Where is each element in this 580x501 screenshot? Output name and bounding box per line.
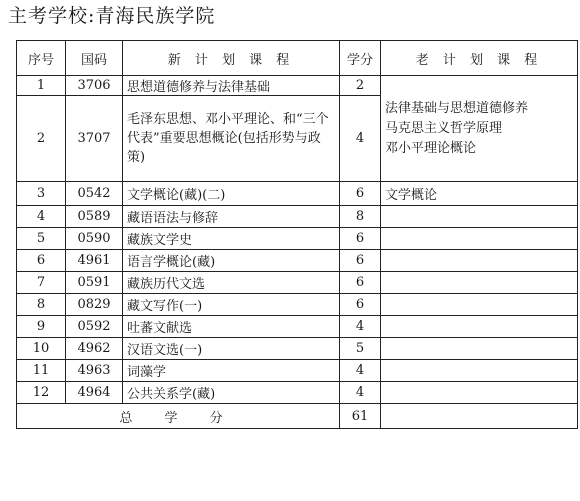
cell-code: 0829 (66, 294, 123, 316)
cell-course: 毛泽东思想、邓小平理论、和“三个代表”重要思想概论(包括形势与政策) (123, 96, 340, 182)
cell-code: 0590 (66, 228, 123, 250)
cell-course: 公共关系学(藏) (123, 382, 340, 404)
cell-seq: 12 (17, 382, 66, 404)
table-row (17, 316, 578, 338)
total-credit: 61 (340, 404, 381, 429)
table-row (17, 206, 578, 228)
cell-credit: 4 (340, 316, 381, 338)
cell-old-course (381, 338, 578, 360)
table-row (17, 76, 578, 96)
table-row (17, 272, 578, 294)
cell-credit: 6 (340, 182, 381, 206)
cell-old-course (381, 272, 578, 294)
cell-seq: 5 (17, 228, 66, 250)
cell-credit: 5 (340, 338, 381, 360)
cell-code: 0591 (66, 272, 123, 294)
old-course-item: 法律基础与思想道德修养 (385, 100, 529, 116)
cell-course: 思想道德修养与法律基础 (123, 76, 340, 96)
col-header-old-course: 老 计 划 课 程 (381, 41, 578, 76)
cell-seq: 10 (17, 338, 66, 360)
cell-seq: 2 (17, 96, 66, 182)
cell-code: 0589 (66, 206, 123, 228)
cell-seq: 3 (17, 182, 66, 206)
cell-code: 4963 (66, 360, 123, 382)
cell-old-course: 文学概论 (381, 182, 578, 206)
cell-code: 4964 (66, 382, 123, 404)
table-row (17, 338, 578, 360)
cell-course: 语言学概论(藏) (123, 250, 340, 272)
cell-old-course (381, 294, 578, 316)
cell-seq: 7 (17, 272, 66, 294)
table-row (17, 294, 578, 316)
cell-code: 3706 (66, 76, 123, 96)
cell-seq: 6 (17, 250, 66, 272)
cell-old-course (381, 250, 578, 272)
cell-credit: 2 (340, 76, 381, 96)
cell-credit: 8 (340, 206, 381, 228)
col-header-code: 国码 (66, 41, 123, 76)
cell-code: 4961 (66, 250, 123, 272)
col-header-credit: 学分 (340, 41, 381, 76)
table-row (17, 382, 578, 404)
total-label: 总 学 分 (17, 404, 340, 429)
cell-credit: 4 (340, 360, 381, 382)
table-row (17, 182, 578, 206)
cell-code: 0542 (66, 182, 123, 206)
total-row (17, 404, 578, 429)
cell-credit: 4 (340, 382, 381, 404)
cell-old-course (381, 360, 578, 382)
cell-credit: 6 (340, 228, 381, 250)
cell-credit: 6 (340, 272, 381, 294)
col-header-new-course: 新 计 划 课 程 (123, 41, 340, 76)
table-header-row (17, 41, 578, 76)
table-row (17, 250, 578, 272)
cell-old-course (381, 382, 578, 404)
old-course-item: 邓小平理论概论 (385, 140, 477, 156)
cell-seq: 1 (17, 76, 66, 96)
cell-seq: 11 (17, 360, 66, 382)
col-header-seq: 序号 (17, 41, 66, 76)
table-row (17, 360, 578, 382)
cell-course: 文学概论(藏)(二) (123, 182, 340, 206)
cell-course: 藏族文学史 (123, 228, 340, 250)
old-course-item: 马克思主义哲学原理 (385, 120, 503, 136)
cell-old-course (381, 206, 578, 228)
page-title: 主考学校:青海民族学院 (8, 5, 216, 27)
cell-seq: 9 (17, 316, 66, 338)
curriculum-table (16, 40, 578, 429)
cell-course: 藏文写作(一) (123, 294, 340, 316)
cell-seq: 4 (17, 206, 66, 228)
total-old-empty (381, 404, 578, 429)
cell-credit: 6 (340, 294, 381, 316)
cell-old-course (381, 228, 578, 250)
cell-course: 藏族历代文选 (123, 272, 340, 294)
cell-credit: 6 (340, 250, 381, 272)
cell-course: 吐蕃文献选 (123, 316, 340, 338)
table-row (17, 228, 578, 250)
cell-old-course-merged (381, 76, 578, 182)
cell-course: 汉语文选(一) (123, 338, 340, 360)
cell-code: 3707 (66, 96, 123, 182)
cell-course: 藏语语法与修辞 (123, 206, 340, 228)
cell-course: 词藻学 (123, 360, 340, 382)
cell-old-course (381, 316, 578, 338)
cell-seq: 8 (17, 294, 66, 316)
cell-credit: 4 (340, 96, 381, 182)
cell-code: 0592 (66, 316, 123, 338)
cell-code: 4962 (66, 338, 123, 360)
